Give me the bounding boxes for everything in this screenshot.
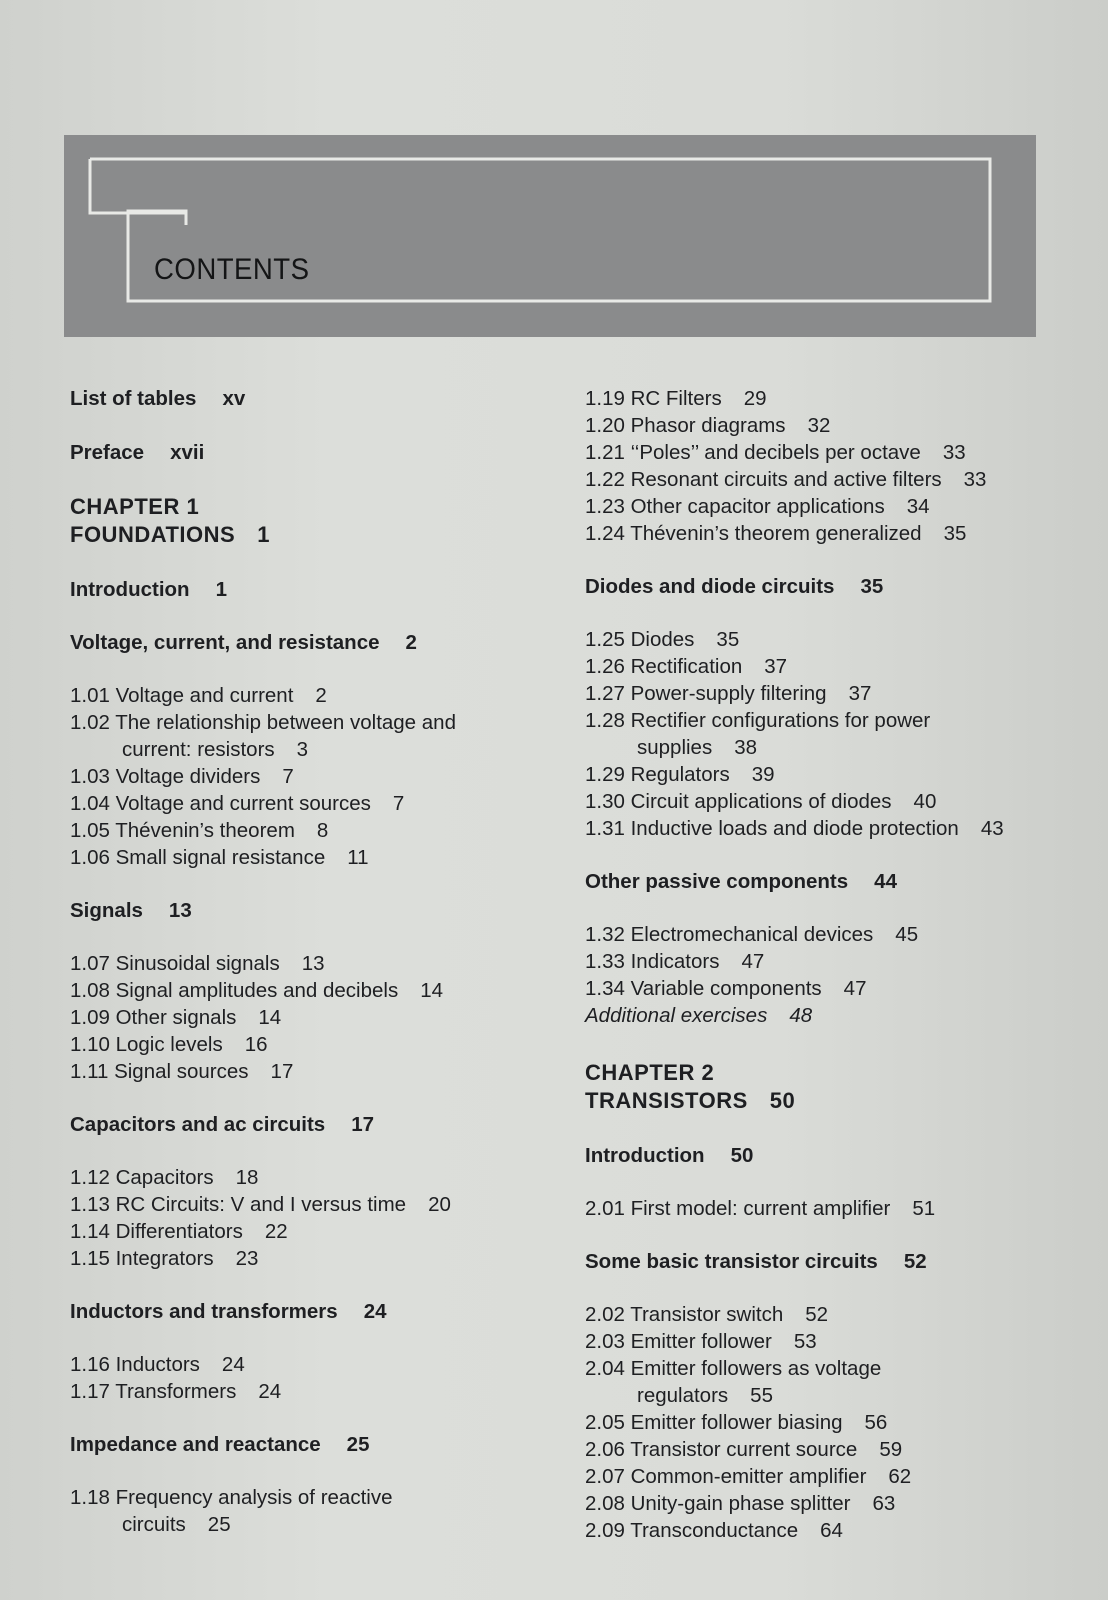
toc-entry: [585, 466, 1045, 493]
entry-label: CHAPTER 2: [585, 1060, 715, 1085]
page-number: 33: [963, 468, 987, 491]
page-number: 17: [270, 1060, 294, 1083]
contents-title: CONTENTS: [154, 253, 310, 286]
entry-label: 1.08 Signal amplitudes and decibels: [70, 979, 399, 1002]
spacer: [70, 871, 530, 897]
entry-label: 1.22 Resonant circuits and active filters: [585, 468, 942, 491]
toc-entry: [585, 975, 1045, 1002]
entry-label: CHAPTER 1: [70, 494, 200, 519]
spacer: [70, 656, 530, 682]
entry-label: 2.03 Emitter follower: [585, 1330, 772, 1353]
page-number: 35: [860, 575, 884, 598]
toc-entry: [585, 815, 1045, 842]
toc-entry: [585, 948, 1045, 975]
entry-label: 1.17 Transformers: [70, 1380, 237, 1403]
page-number: 56: [864, 1411, 888, 1434]
entry-label: 2.06 Transistor current source: [585, 1438, 858, 1461]
toc-entry: [70, 1378, 530, 1405]
section-heading: [585, 868, 1045, 895]
chapter-heading: [585, 1087, 1045, 1115]
chapter-heading: [70, 521, 530, 549]
entry-label: 1.31 Inductive loads and diode protection: [585, 817, 959, 840]
page-number: 38: [734, 736, 758, 759]
entry-label: circuits: [122, 1513, 186, 1536]
page-number: 37: [764, 655, 788, 678]
toc-entry: [70, 1484, 530, 1511]
page-number: 13: [168, 899, 192, 922]
toc-entry: [585, 1301, 1045, 1328]
entry-label: regulators: [637, 1384, 729, 1407]
entry-label: 1.21 ‘‘Poles’’ and decibels per octave: [585, 441, 921, 464]
page-number: 22: [264, 1220, 288, 1243]
toc-entry: [585, 1463, 1045, 1490]
toc-entry: [70, 1031, 530, 1058]
page-number: 63: [872, 1492, 896, 1515]
page-number: 16: [244, 1033, 268, 1056]
page-number: 47: [741, 950, 765, 973]
entry-label: 2.02 Transistor switch: [585, 1303, 784, 1326]
entry-label: Voltage, current, and resistance: [70, 631, 380, 654]
section-heading: [70, 385, 530, 412]
toc-entry: [585, 439, 1045, 466]
toc-entry: [70, 950, 530, 977]
entry-label: Introduction: [70, 578, 190, 601]
entry-label: 1.28 Rectifier configurations for power: [585, 709, 931, 732]
toc-entry: [585, 1355, 1045, 1382]
toc-entry: [70, 977, 530, 1004]
entry-label: 2.01 First model: current amplifier: [585, 1197, 891, 1220]
page-number: 47: [843, 977, 867, 1000]
entry-label: 2.07 Common-emitter amplifier: [585, 1465, 867, 1488]
entry-label: 1.32 Electromechanical devices: [585, 923, 874, 946]
chapter-heading: [585, 1059, 1045, 1087]
spacer: [585, 1275, 1045, 1301]
page-number: 17: [351, 1113, 375, 1136]
toc-entry: [585, 1517, 1045, 1544]
entry-label: 1.24 Thévenin’s theorem generalized: [585, 522, 922, 545]
chapter-heading: [70, 493, 530, 521]
toc-entry: [585, 1382, 1045, 1409]
toc-entry: [585, 1490, 1045, 1517]
toc-entry: [585, 1328, 1045, 1355]
page-number: 34: [906, 495, 930, 518]
spacer: [70, 549, 530, 576]
entry-label: supplies: [637, 736, 713, 759]
toc-entry: [70, 1191, 530, 1218]
toc-entry: [70, 1511, 530, 1538]
page-number: 13: [301, 952, 325, 975]
page-number: 24: [221, 1353, 245, 1376]
page-number: 48: [789, 1004, 813, 1027]
spacer: [70, 603, 530, 629]
toc-entry: [585, 921, 1045, 948]
page-number: 44: [874, 870, 897, 893]
entry-label: 1.05 Thévenin’s theorem: [70, 819, 295, 842]
entry-label: 1.03 Voltage dividers: [70, 765, 261, 788]
toc-entry: [70, 1004, 530, 1031]
page-number: 35: [943, 522, 967, 545]
page-number: 24: [363, 1300, 387, 1323]
section-heading: [585, 1142, 1045, 1169]
toc-entry: [70, 1351, 530, 1378]
toc-entry: [585, 680, 1045, 707]
section-heading: [70, 629, 530, 656]
page-number: 45: [895, 923, 919, 946]
page-number: 29: [743, 387, 767, 410]
page-number: xvii: [170, 441, 205, 464]
page-number: 64: [820, 1519, 843, 1542]
entry-label: 1.01 Voltage and current: [70, 684, 294, 707]
entry-label: Additional exercises: [585, 1004, 768, 1027]
entry-label: 1.30 Circuit applications of diodes: [585, 790, 892, 813]
entry-label: 1.14 Differentiators: [70, 1220, 243, 1243]
page-number: 50: [769, 1088, 796, 1113]
page-number: 14: [258, 1006, 282, 1029]
entry-label: 1.34 Variable components: [585, 977, 822, 1000]
entry-label: current: resistors: [122, 738, 275, 761]
entry-label: FOUNDATIONS: [70, 522, 236, 547]
page-number: 35: [716, 628, 740, 651]
toc-entry: [70, 1058, 530, 1085]
spacer: [585, 547, 1045, 573]
spacer: [585, 1115, 1045, 1142]
section-heading: [70, 439, 530, 466]
entry-label: 1.15 Integrators: [70, 1247, 214, 1270]
toc-entry: [585, 1195, 1045, 1222]
page-number: 43: [980, 817, 1004, 840]
section-heading: [70, 1431, 530, 1458]
page-number: 1: [257, 522, 270, 547]
toc-right-column: [585, 385, 1045, 1544]
spacer: [585, 600, 1045, 626]
entry-label: 1.13 RC Circuits: V and I versus time: [70, 1193, 407, 1216]
entry-label: 2.08 Unity-gain phase splitter: [585, 1492, 851, 1515]
entry-label: Preface: [70, 441, 145, 464]
banner-frame: [64, 135, 1036, 337]
spacer: [70, 412, 530, 439]
toc-entry: [585, 493, 1045, 520]
entry-label: TRANSISTORS: [585, 1088, 748, 1113]
section-heading: [70, 897, 530, 924]
spacer: [585, 1029, 1045, 1059]
entry-label: 1.18 Frequency analysis of reactive: [70, 1486, 393, 1509]
page-number: 11: [347, 846, 369, 869]
page-number: 25: [207, 1513, 231, 1536]
toc-entry: [70, 736, 530, 763]
page-number: 18: [235, 1166, 259, 1189]
toc-entry: [585, 707, 1045, 734]
spacer: [585, 1169, 1045, 1195]
spacer: [70, 1458, 530, 1484]
entry-label: 1.11 Signal sources: [70, 1060, 249, 1083]
page-number: 53: [793, 1330, 817, 1353]
entry-label: 1.10 Logic levels: [70, 1033, 223, 1056]
toc-entry: [70, 817, 530, 844]
entry-label: Signals: [70, 899, 143, 922]
page-number: 8: [316, 819, 329, 842]
page-number: 25: [346, 1433, 370, 1456]
toc-entry: [585, 1409, 1045, 1436]
toc-entry: [70, 763, 530, 790]
section-heading: [585, 573, 1045, 600]
entry-label: 2.05 Emitter follower biasing: [585, 1411, 843, 1434]
toc-entry: [585, 520, 1045, 547]
toc-entry: [70, 790, 530, 817]
entry-label: 1.25 Diodes: [585, 628, 695, 651]
page-number: 1: [215, 578, 227, 601]
entry-label: Some basic transistor circuits: [585, 1250, 878, 1273]
page-number: 32: [807, 414, 831, 437]
page-number: xv: [222, 387, 246, 410]
entry-label: 1.16 Inductors: [70, 1353, 200, 1376]
toc-entry: [70, 682, 530, 709]
spacer: [70, 466, 530, 493]
page-number: 7: [282, 765, 294, 788]
page-number: 23: [235, 1247, 259, 1270]
entry-label: Diodes and diode circuits: [585, 575, 835, 598]
toc-entry: [585, 734, 1045, 761]
toc-entry: [585, 1002, 1045, 1029]
page-number: 24: [258, 1380, 282, 1403]
entry-label: 1.07 Sinusoidal signals: [70, 952, 280, 975]
page-number: 62: [888, 1465, 912, 1488]
toc-entry: [585, 761, 1045, 788]
page-number: 20: [428, 1193, 451, 1216]
toc-entry: [585, 385, 1045, 412]
entry-label: 1.12 Capacitors: [70, 1166, 214, 1189]
toc-left-column: [70, 385, 530, 1538]
spacer: [585, 842, 1045, 868]
toc-entry: [70, 1218, 530, 1245]
entry-label: List of tables: [70, 387, 197, 410]
toc-entry: [585, 412, 1045, 439]
page-number: 14: [420, 979, 444, 1002]
page-number: 37: [848, 682, 872, 705]
entry-label: Impedance and reactance: [70, 1433, 321, 1456]
spacer: [70, 924, 530, 950]
toc-entry: [70, 1164, 530, 1191]
page-number: 51: [912, 1197, 936, 1220]
entry-label: 1.19 RC Filters: [585, 387, 722, 410]
toc-entry: [70, 709, 530, 736]
page-number: 2: [315, 684, 327, 707]
entry-label: Inductors and transformers: [70, 1300, 338, 1323]
entry-label: 1.02 The relationship between voltage and: [70, 711, 456, 734]
page-number: 40: [913, 790, 937, 813]
section-heading: [585, 1248, 1045, 1275]
page-number: 33: [942, 441, 966, 464]
entry-label: 1.29 Regulators: [585, 763, 730, 786]
page-number: 3: [296, 738, 309, 761]
entry-label: 2.04 Emitter followers as voltage: [585, 1357, 882, 1380]
entry-label: 2.09 Transconductance: [585, 1519, 799, 1542]
page-number: 7: [392, 792, 405, 815]
spacer: [585, 1222, 1045, 1248]
page-number: 50: [730, 1144, 754, 1167]
entry-label: Introduction: [585, 1144, 705, 1167]
toc-entry: [585, 788, 1045, 815]
entry-label: Other passive components: [585, 870, 849, 893]
entry-label: 1.23 Other capacitor applications: [585, 495, 885, 518]
toc-entry: [70, 844, 530, 871]
spacer: [70, 1085, 530, 1111]
entry-label: 1.27 Power-supply filtering: [585, 682, 827, 705]
page-number: 52: [903, 1250, 927, 1273]
section-heading: [70, 1111, 530, 1138]
toc-entry: [585, 653, 1045, 680]
spacer: [70, 1138, 530, 1164]
page-number: 2: [405, 631, 417, 654]
page-number: 52: [805, 1303, 829, 1326]
section-heading: [70, 1298, 530, 1325]
page-number: 39: [751, 763, 775, 786]
entry-label: 1.06 Small signal resistance: [70, 846, 326, 869]
toc-entry: [585, 1436, 1045, 1463]
spacer: [70, 1272, 530, 1298]
page-number: 59: [879, 1438, 903, 1461]
spacer: [70, 1405, 530, 1431]
entry-label: 1.33 Indicators: [585, 950, 720, 973]
entry-label: 1.20 Phasor diagrams: [585, 414, 786, 437]
entry-label: 1.26 Rectification: [585, 655, 743, 678]
toc-entry: [585, 626, 1045, 653]
entry-label: 1.04 Voltage and current sources: [70, 792, 371, 815]
entry-label: 1.09 Other signals: [70, 1006, 237, 1029]
page-number: 55: [750, 1384, 773, 1407]
spacer: [70, 1325, 530, 1351]
contents-banner: [64, 135, 1036, 337]
toc-entry: [70, 1245, 530, 1272]
section-heading: [70, 576, 530, 603]
entry-label: Capacitors and ac circuits: [70, 1113, 326, 1136]
spacer: [585, 895, 1045, 921]
